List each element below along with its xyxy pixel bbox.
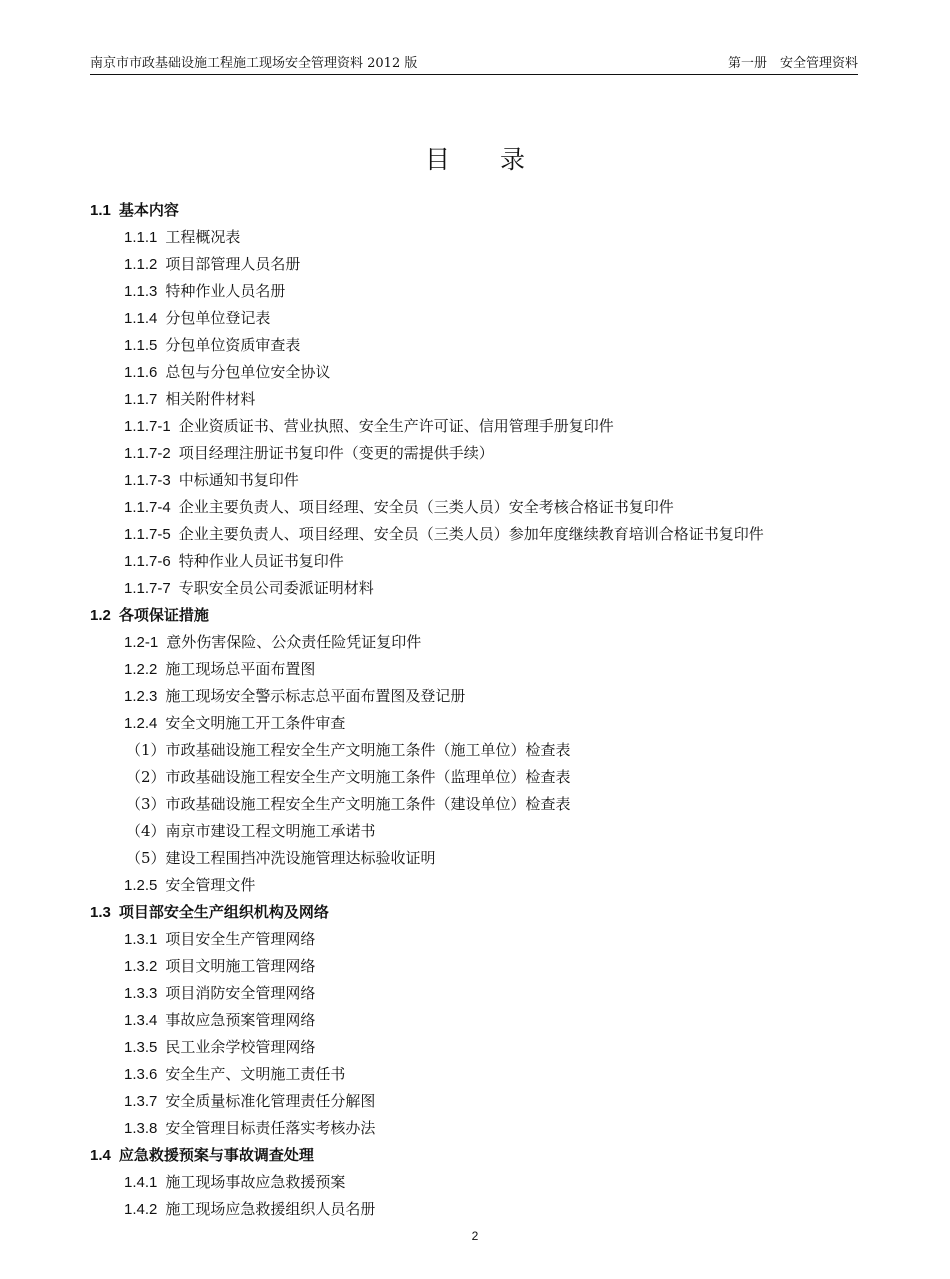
toc-entry (124, 548, 344, 575)
toc-entry-text: 事故应急预案管理网络 (165, 1011, 316, 1029)
toc-entry-number: 1.1.4 (124, 310, 158, 327)
toc-entry-text: 施工现场安全警示标志总平面布置图及登记册 (165, 687, 466, 705)
page-header (90, 55, 858, 75)
toc-entry (124, 359, 330, 386)
toc-entry-text: 项目部管理人员名册 (165, 255, 301, 273)
toc-entry (124, 1169, 345, 1196)
toc-entry-text: 安全生产、文明施工责任书 (165, 1065, 346, 1083)
toc-section-heading (90, 197, 179, 224)
page-number: 2 (471, 1229, 479, 1243)
toc-entry (124, 629, 421, 656)
toc-entry (124, 386, 255, 413)
toc-entry-text: 安全管理目标责任落实考核办法 (165, 1119, 376, 1137)
toc-entry-text: 特种作业人员名册 (165, 282, 286, 300)
toc-entry (124, 305, 270, 332)
toc-entry-text: 应急救援预案与事故调查处理 (118, 1146, 314, 1164)
toc-entry (124, 278, 285, 305)
toc-entry-number: 1.1.1 (124, 229, 158, 246)
toc-entry-text: （4）南京市建设工程文明施工承诺书 (126, 822, 376, 840)
toc-entry-text: 相关附件材料 (165, 390, 256, 408)
toc-section-heading (90, 899, 329, 926)
toc-entry-text: 民工业余学校管理网络 (165, 1038, 316, 1056)
toc-entry-number: 1.3.2 (124, 958, 158, 975)
toc-entry (126, 818, 376, 845)
toc-entry (124, 251, 300, 278)
toc-entry-number: 1.1.6 (124, 364, 158, 381)
toc-entry-number: 1.1.7-4 (124, 499, 171, 516)
toc-entry-text: 施工现场应急救援组织人员名册 (165, 1200, 376, 1218)
toc-entry-text: 企业资质证书、营业执照、安全生产许可证、信用管理手册复印件 (178, 417, 614, 435)
toc-entry-number: 1.3 (90, 904, 111, 921)
toc-section-heading (90, 602, 209, 629)
toc-entry (124, 926, 315, 953)
toc-entry-text: 特种作业人员证书复印件 (178, 552, 344, 570)
toc-entry-number: 1.1.2 (124, 256, 158, 273)
toc-entry-number: 1.2.4 (124, 715, 158, 732)
toc-entry-text: 中标通知书复印件 (178, 471, 299, 489)
toc-entry-number: 1.1.3 (124, 283, 158, 300)
toc-entry-text: 安全管理文件 (165, 876, 256, 894)
toc-entry-number: 1.1.7-3 (124, 472, 171, 489)
toc-entry-text: 施工现场事故应急救援预案 (165, 1173, 346, 1191)
toc-entry-text: 安全文明施工开工条件审查 (165, 714, 346, 732)
toc-entry-text: 项目文明施工管理网络 (165, 957, 316, 975)
toc-entry (124, 1007, 315, 1034)
toc-entry (124, 872, 255, 899)
toc-entry (124, 980, 315, 1007)
page-title: 目 录 (424, 145, 525, 174)
toc-entry (124, 1115, 375, 1142)
toc-entry-text: （1）市政基础设施工程安全生产文明施工条件（施工单位）检查表 (126, 741, 571, 759)
toc-section-heading (90, 1142, 314, 1169)
toc-entry-number: 1.1.7-1 (124, 418, 171, 435)
toc-entry-text: 施工现场总平面布置图 (165, 660, 316, 678)
toc-entry (126, 764, 571, 791)
toc-entry-number: 1.1.7-6 (124, 553, 171, 570)
toc-entry-text: 意外伤害保险、公众责任险凭证复印件 (166, 633, 422, 651)
toc-entry-number: 1.2.5 (124, 877, 158, 894)
header-volume-label: 第一册 安全管理资料 (727, 56, 858, 71)
toc-entry (124, 656, 315, 683)
toc-entry-number: 1.1.7-5 (124, 526, 171, 543)
toc-entry (126, 791, 571, 818)
toc-entry-text: 各项保证措施 (118, 606, 209, 624)
toc-entry-text: 项目经理注册证书复印件（变更的需提供手续） (178, 444, 494, 462)
toc-entry-text: 项目安全生产管理网络 (165, 930, 316, 948)
toc-entry (124, 467, 299, 494)
toc-entry (124, 575, 374, 602)
toc-entry-number: 1.3.4 (124, 1012, 158, 1029)
toc-entry-number: 1.2.2 (124, 661, 158, 678)
toc-entry-number: 1.1.7-2 (124, 445, 171, 462)
toc-entry-text: 工程概况表 (165, 228, 241, 246)
toc-entry-number: 1.3.5 (124, 1039, 158, 1056)
toc-entry-number: 1.4.1 (124, 1174, 158, 1191)
toc-entry (124, 710, 345, 737)
toc-entry-number: 1.1.5 (124, 337, 158, 354)
toc-entry (124, 1061, 345, 1088)
toc-entry (124, 1034, 315, 1061)
toc-entry (124, 1088, 375, 1115)
toc-entry-number: 1.1 (90, 202, 111, 219)
toc-entry-number: 1.2-1 (124, 634, 159, 651)
toc-entry-number: 1.2 (90, 607, 111, 624)
toc-entry (124, 494, 674, 521)
toc-entry (124, 953, 315, 980)
toc-entry (124, 521, 764, 548)
toc-entry-number: 1.3.8 (124, 1120, 158, 1137)
toc-entry (124, 224, 240, 251)
toc-entry-text: 专职安全员公司委派证明材料 (178, 579, 374, 597)
toc-entry-number: 1.3.1 (124, 931, 158, 948)
toc-entry (126, 845, 436, 872)
toc-entry-text: （3）市政基础设施工程安全生产文明施工条件（建设单位）检查表 (126, 795, 571, 813)
toc-entry (126, 737, 571, 764)
toc-entry-number: 1.3.6 (124, 1066, 158, 1083)
toc-entry-text: 项目消防安全管理网络 (165, 984, 316, 1002)
toc-entry (124, 1196, 375, 1223)
toc-entry-text: 项目部安全生产组织机构及网络 (118, 903, 329, 921)
toc-entry (124, 683, 465, 710)
toc-entry-text: 分包单位登记表 (165, 309, 271, 327)
toc-entry (124, 440, 494, 467)
toc-entry-number: 1.2.3 (124, 688, 158, 705)
toc-entry-text: （5）建设工程围挡冲洗设施管理达标验收证明 (126, 849, 436, 867)
toc-entry (124, 332, 300, 359)
toc-entry-number: 1.4.2 (124, 1201, 158, 1218)
toc-entry-text: 企业主要负责人、项目经理、安全员（三类人员）安全考核合格证书复印件 (178, 498, 674, 516)
toc-entry-number: 1.1.7-7 (124, 580, 171, 597)
toc-entry-number: 1.3.3 (124, 985, 158, 1002)
toc-entry-text: 安全质量标准化管理责任分解图 (165, 1092, 376, 1110)
toc-entry-text: 分包单位资质审查表 (165, 336, 301, 354)
header-document-title: 南京市市政基础设施工程施工现场安全管理资料 2012 版 (90, 56, 418, 71)
toc-entry-number: 1.4 (90, 1147, 111, 1164)
toc-entry-number: 1.3.7 (124, 1093, 158, 1110)
toc-entry-text: 基本内容 (118, 201, 179, 219)
toc-entry-text: 总包与分包单位安全协议 (165, 363, 331, 381)
toc-entry-text: 企业主要负责人、项目经理、安全员（三类人员）参加年度继续教育培训合格证书复印件 (178, 525, 764, 543)
toc-entry (124, 413, 614, 440)
toc-entry-text: （2）市政基础设施工程安全生产文明施工条件（监理单位）检查表 (126, 768, 571, 786)
toc-entry-number: 1.1.7 (124, 391, 158, 408)
